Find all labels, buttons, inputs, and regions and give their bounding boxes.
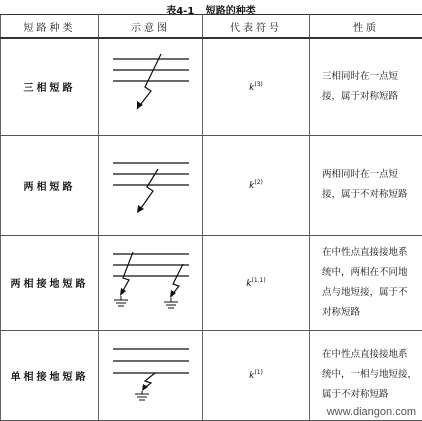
header-diagram: 示意图 — [99, 15, 203, 39]
symbol-k: k — [249, 83, 254, 93]
property-line: 接，属于对称短路 — [322, 87, 418, 107]
type-cell: 单相接地短路 — [1, 330, 99, 420]
symbol-superscript: (1.1) — [251, 277, 265, 284]
header-type: 短路种类 — [1, 15, 99, 39]
property-cell — [310, 135, 422, 235]
type-cell: 三相短路 — [1, 38, 99, 135]
symbol-cell — [203, 38, 310, 135]
diagram-cell — [99, 235, 203, 330]
header-symbol: 代表符号 — [203, 15, 310, 39]
three-phase-short-diagram — [101, 47, 201, 127]
single-phase-ground-short-diagram — [101, 337, 201, 413]
property-cell — [310, 38, 422, 135]
symbol-superscript: (1) — [254, 369, 263, 376]
symbol-k: k — [249, 181, 254, 191]
symbol-cell — [203, 235, 310, 330]
diagram-cell — [99, 330, 203, 420]
table-number: 表4-1 — [166, 6, 194, 17]
symbol-k: k — [249, 371, 254, 381]
property-line: 在中性点直接接地系 — [322, 243, 418, 263]
short-circuit-table — [0, 14, 422, 421]
property-line: 点与地短接，属于不 — [322, 283, 418, 303]
property-line: 两相同时在一点短 — [322, 165, 418, 185]
diagram-cell — [99, 38, 203, 135]
property-line: 统中，一相与地短接， — [322, 365, 418, 385]
table-row — [1, 38, 422, 135]
table-title: 短路的种类 — [206, 6, 256, 17]
property-line: 对称短路 — [322, 303, 418, 323]
diagram-cell — [99, 135, 203, 235]
table-row — [1, 135, 422, 235]
property-cell — [310, 235, 422, 330]
symbol-k: k — [246, 279, 251, 289]
symbol-superscript: (3) — [254, 81, 263, 88]
property-line: 接，属于不对称短路 — [322, 185, 418, 205]
type-cell: 两相接地短路 — [1, 235, 99, 330]
property-line: 统中，两相在不同地 — [322, 263, 418, 283]
two-phase-short-diagram — [101, 145, 201, 225]
property-line: 属于不对称短路 — [322, 385, 418, 405]
two-phase-ground-short-diagram — [101, 242, 201, 324]
property-line: 在中性点直接接地系 — [322, 345, 418, 365]
symbol-superscript: (2) — [254, 179, 263, 186]
header-property: 性质 — [310, 15, 422, 39]
type-cell: 两相短路 — [1, 135, 99, 235]
watermark: www.diangon.com — [327, 406, 416, 418]
symbol-cell — [203, 135, 310, 235]
table-row — [1, 235, 422, 330]
header-row — [1, 15, 422, 39]
property-line: 三相同时在一点短 — [322, 67, 418, 87]
symbol-cell — [203, 330, 310, 420]
